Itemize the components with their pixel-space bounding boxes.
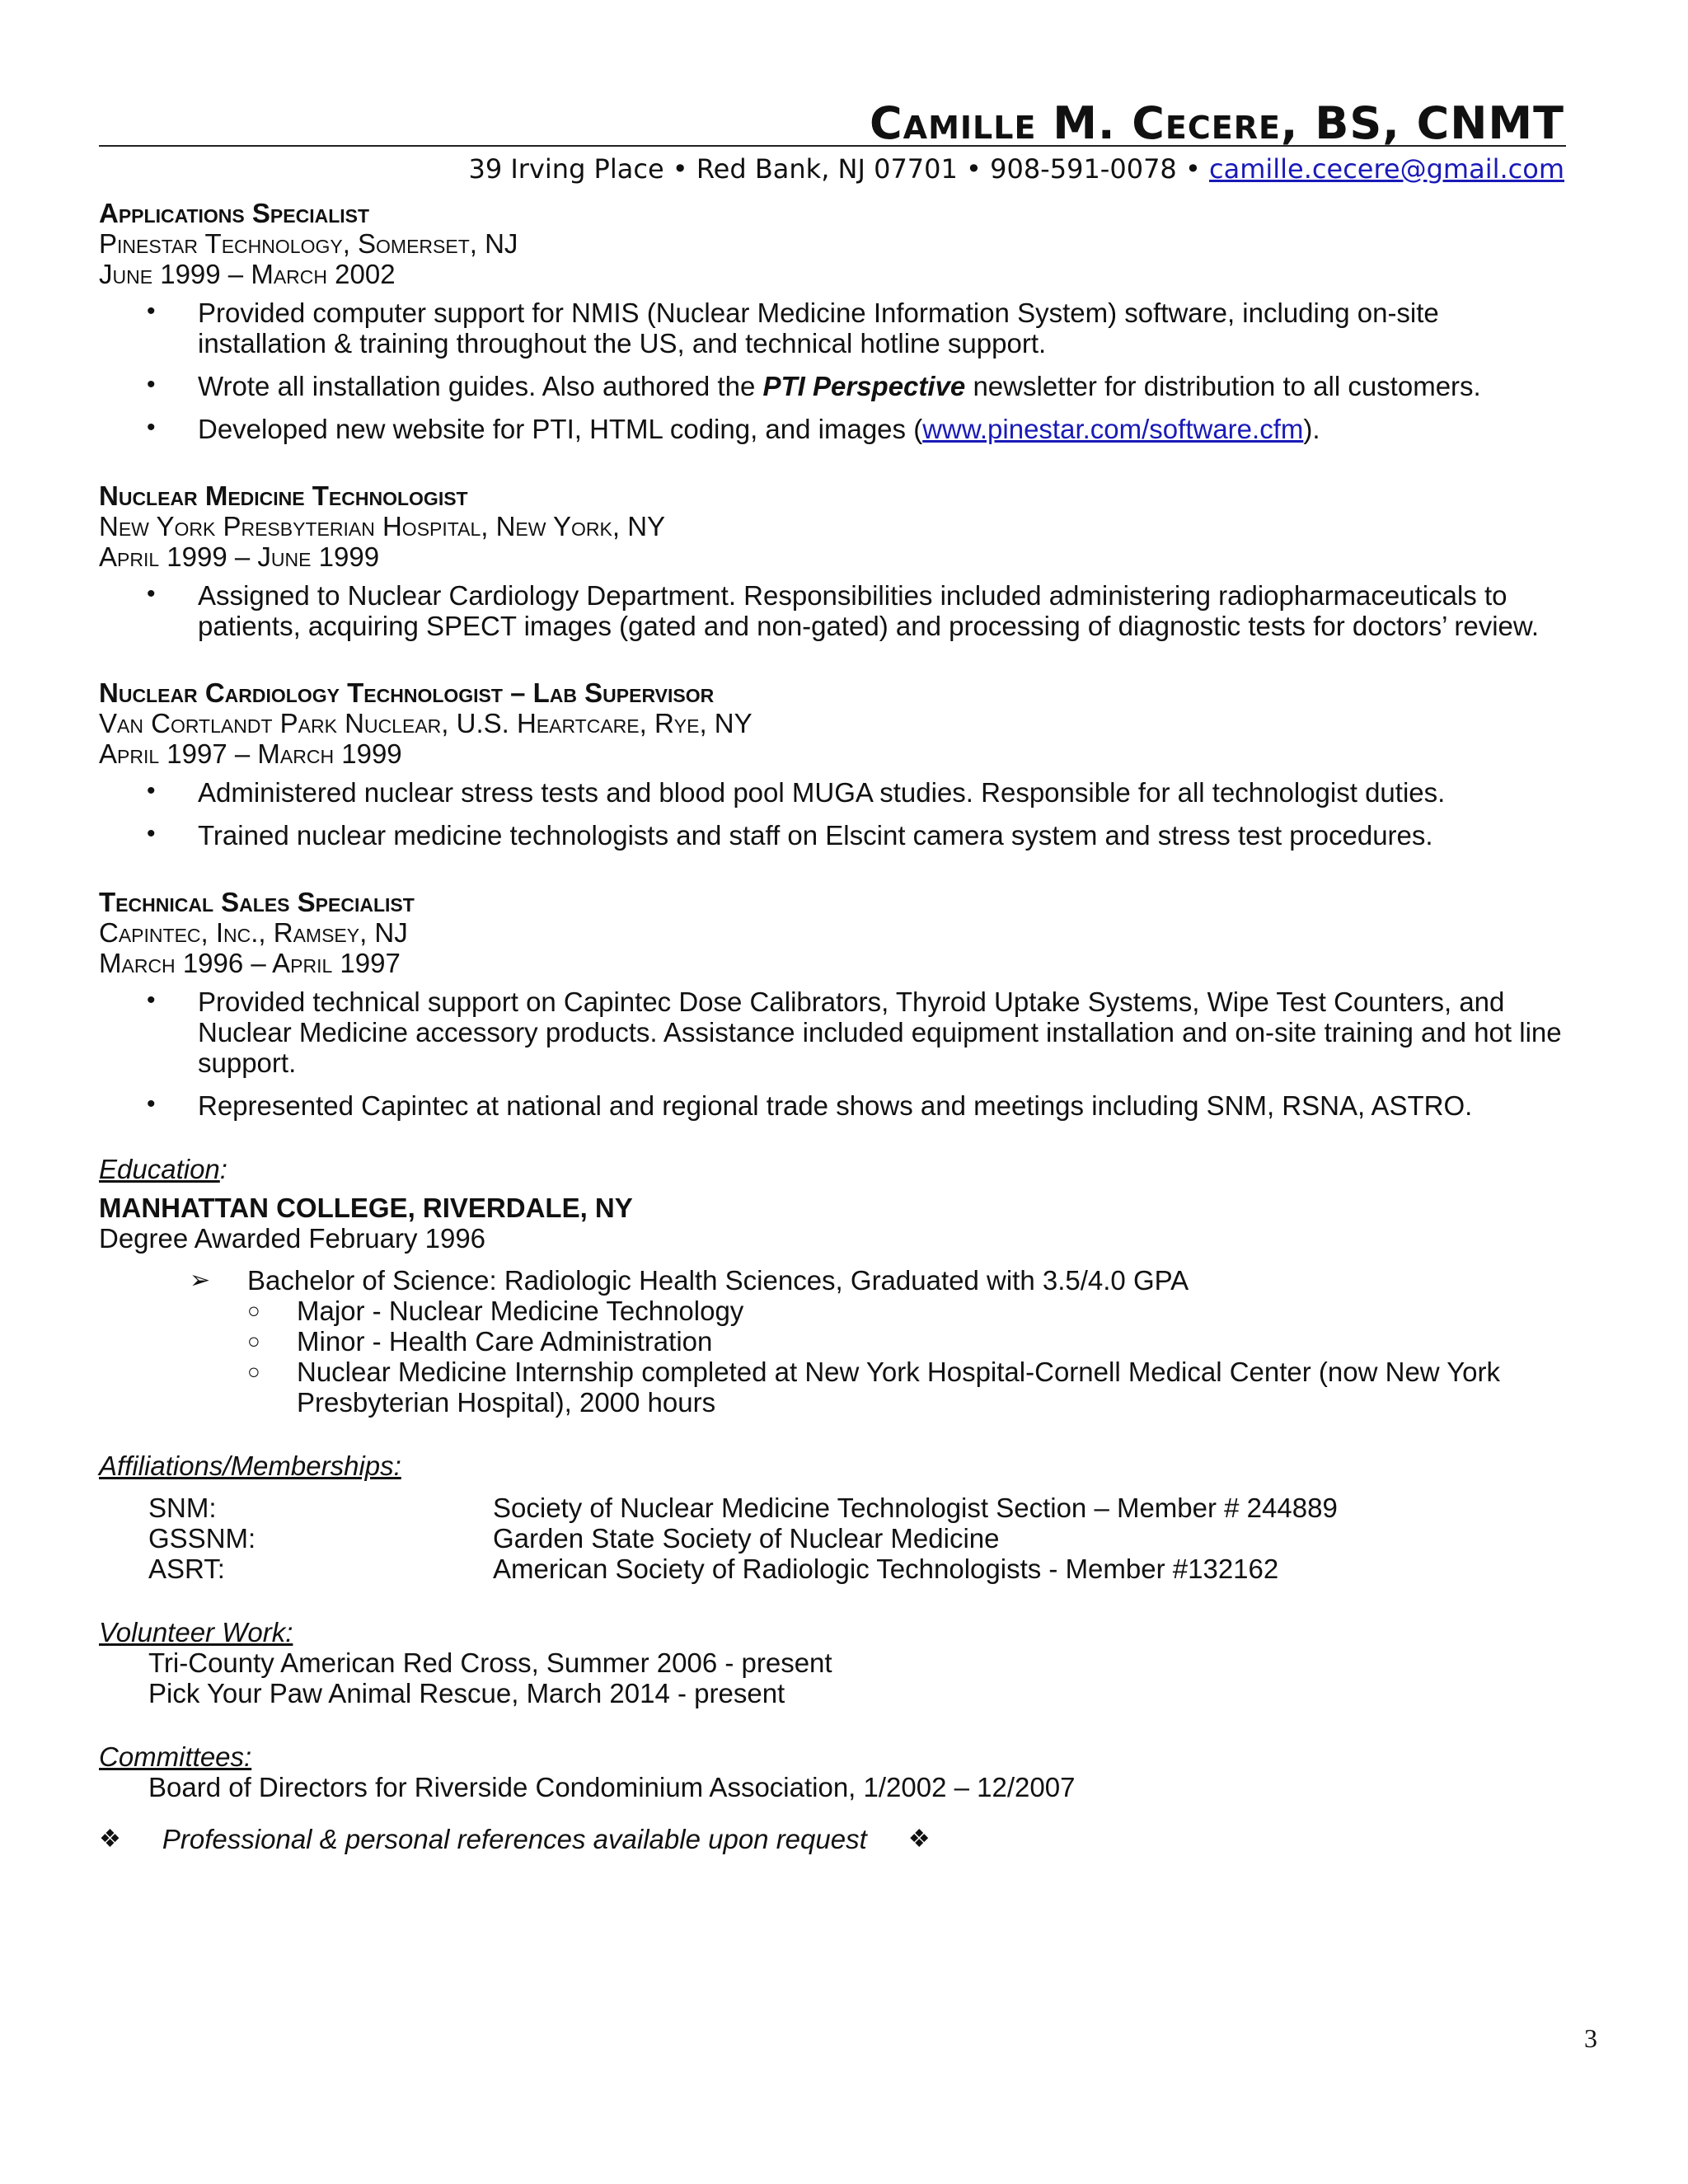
contact-line	[468, 153, 1564, 185]
committees-section	[99, 1741, 1566, 1802]
website-link[interactable]: www.pinestar.com/software.cfm	[922, 414, 1304, 444]
education-section	[99, 1154, 1566, 1418]
circle-bullet-icon: ○	[247, 1329, 260, 1353]
circle-bullet-icon: ○	[247, 1298, 260, 1323]
college-name: MANHATTAN COLLEGE, RIVERDALE, NY	[99, 1193, 633, 1223]
list-item	[99, 1090, 1566, 1121]
bullet-icon: •	[147, 580, 156, 607]
bullet-text: Trained nuclear medicine technologists and staff on Elscint camera system and stress test procedures.	[198, 820, 1433, 851]
job-title: Technical Sales Specialist	[99, 887, 415, 917]
bullet-text: Provided technical support on Capintec Dose Calibrators, Thyroid Uptake Systems, Wipe Test Counters, and Nuclear Medicine accessory products. Assistance included equipment installation and on-site training and hot line support.	[198, 987, 1562, 1078]
education-detail: Minor - Health Care Administration	[297, 1326, 713, 1357]
committees-list	[99, 1772, 1566, 1802]
committees-heading: Committees:	[99, 1741, 252, 1772]
affiliations-table	[99, 1493, 1566, 1584]
bullet-text: ).	[1303, 414, 1320, 444]
list-item	[99, 580, 1566, 641]
bullet-icon: •	[147, 298, 156, 325]
list-item	[99, 298, 1566, 359]
affiliation-row	[99, 1554, 1566, 1584]
list-item	[247, 1357, 1566, 1418]
bullet-icon: •	[147, 371, 156, 398]
list-item	[99, 1265, 1566, 1418]
list-item	[99, 987, 1566, 1078]
list-item	[247, 1296, 1566, 1326]
list-item	[247, 1326, 1566, 1357]
resume-body	[99, 198, 1566, 1854]
contact-address: 39 Irving Place • Red Bank, NJ 07701 • 908-591-0078 •	[468, 153, 1209, 185]
job-bullets	[99, 298, 1566, 444]
circle-bullet-icon: ○	[247, 1359, 260, 1384]
job-dates: April 1997 – March 1999	[99, 738, 402, 769]
volunteer-section	[99, 1617, 1566, 1708]
newsletter-name: PTI Perspective	[762, 371, 966, 401]
volunteer-item: Pick Your Paw Animal Rescue, March 2014 - present	[148, 1678, 785, 1708]
bullet-text: Developed new website for PTI, HTML coding, and images (	[198, 414, 923, 444]
affiliation-name: American Society of Radiologic Technologists - Member #132162	[493, 1554, 1279, 1584]
education-heading: Education	[99, 1154, 220, 1184]
job-company: Capintec, Inc., Ramsey, NJ	[99, 917, 408, 948]
arrow-bullet-icon: ➢	[190, 1267, 211, 1294]
job-title: Nuclear Medicine Technologist	[99, 480, 468, 511]
affiliations-section	[99, 1451, 1566, 1584]
job-dates: March 1996 – April 1997	[99, 948, 401, 978]
committee-item: Board of Directors for Riverside Condominium Association, 1/2002 – 12/2007	[148, 1772, 1076, 1802]
volunteer-list	[99, 1647, 1566, 1708]
bullet-text: newsletter for distribution to all customers.	[965, 371, 1481, 401]
job-entry	[99, 887, 1566, 1121]
job-entry	[99, 677, 1566, 851]
references-text: Professional & personal references available upon request	[162, 1824, 867, 1854]
affiliation-name: Garden State Society of Nuclear Medicine	[493, 1523, 1000, 1554]
bullet-text: Wrote all installation guides. Also authored the	[198, 371, 763, 401]
ornament-icon: ❖	[907, 1825, 931, 1853]
education-list	[99, 1265, 1566, 1418]
job-dates: June 1999 – March 2002	[99, 259, 396, 289]
volunteer-item: Tri-County American Red Cross, Summer 2006 - present	[148, 1647, 832, 1678]
affiliation-abbrev: ASRT:	[148, 1554, 225, 1584]
job-bullets	[99, 580, 1566, 641]
education-sub-list	[247, 1296, 1566, 1418]
bullet-text: Represented Capintec at national and regional trade shows and meetings including SNM, RSNA, ASTRO.	[198, 1090, 1473, 1121]
bullet-text: Assigned to Nuclear Cardiology Department. Responsibilities included administering radiopharmaceuticals to patients, acquiring SPECT images (gated and non-gated) and processing of diagnostic tests for doctors’ review.	[198, 580, 1540, 641]
job-dates: April 1999 – June 1999	[99, 541, 380, 572]
bullet-icon: •	[147, 777, 156, 804]
candidate-name: Camille M. Cecere, BS, CNMT	[870, 97, 1564, 149]
ornament-icon: ❖	[99, 1825, 121, 1853]
job-entry	[99, 198, 1566, 444]
job-entry	[99, 480, 1566, 641]
affiliation-abbrev: SNM:	[148, 1493, 217, 1523]
references-note	[99, 1824, 1566, 1854]
list-item	[99, 820, 1566, 851]
bullet-icon: •	[147, 820, 156, 847]
education-detail: Major - Nuclear Medicine Technology	[297, 1296, 744, 1326]
education-detail: Nuclear Medicine Internship completed at New York Hospital-Cornell Medical Center (now New York Presbyterian Hospital), 2000 hours	[297, 1357, 1501, 1418]
job-company: Van Cortlandt Park Nuclear, U.S. Heartcare, Rye, NY	[99, 708, 753, 738]
bullet-icon: •	[147, 987, 156, 1014]
degree-detail: Bachelor of Science: Radiologic Health Sciences, Graduated with 3.5/4.0 GPA	[247, 1265, 1189, 1296]
affiliation-row	[99, 1523, 1566, 1554]
education-colon: :	[219, 1154, 227, 1184]
email-link[interactable]: camille.cecere@gmail.com	[1209, 153, 1564, 185]
list-item	[99, 371, 1566, 401]
page-number: 3	[1584, 2023, 1597, 2053]
volunteer-heading: Volunteer Work:	[99, 1617, 293, 1647]
degree-line: Degree Awarded February 1996	[99, 1223, 486, 1254]
job-bullets	[99, 987, 1566, 1121]
list-item	[99, 414, 1566, 444]
bullet-icon: •	[147, 414, 156, 441]
job-title: Applications Specialist	[99, 198, 370, 228]
affiliation-abbrev: GSSNM:	[148, 1523, 256, 1554]
affiliation-name: Society of Nuclear Medicine Technologist Section – Member # 244889	[493, 1493, 1338, 1523]
job-title: Nuclear Cardiology Technologist – Lab Supervisor	[99, 677, 715, 708]
bullet-icon: •	[147, 1090, 156, 1118]
job-company: New York Presbyterian Hospital, New York, NY	[99, 511, 666, 541]
job-bullets	[99, 777, 1566, 851]
list-item	[99, 777, 1566, 808]
affiliation-row	[99, 1493, 1566, 1523]
bullet-text: Provided computer support for NMIS (Nuclear Medicine Information System) software, including on-site installation & training throughout the US, and technical hotline support.	[198, 298, 1439, 359]
experience-section	[99, 198, 1566, 1121]
bullet-text: Administered nuclear stress tests and blood pool MUGA studies. Responsible for all technologist duties.	[198, 777, 1446, 808]
job-company: Pinestar Technology, Somerset, NJ	[99, 228, 518, 259]
affiliations-heading: Affiliations/Memberships:	[99, 1451, 401, 1481]
header-rule	[99, 145, 1566, 147]
